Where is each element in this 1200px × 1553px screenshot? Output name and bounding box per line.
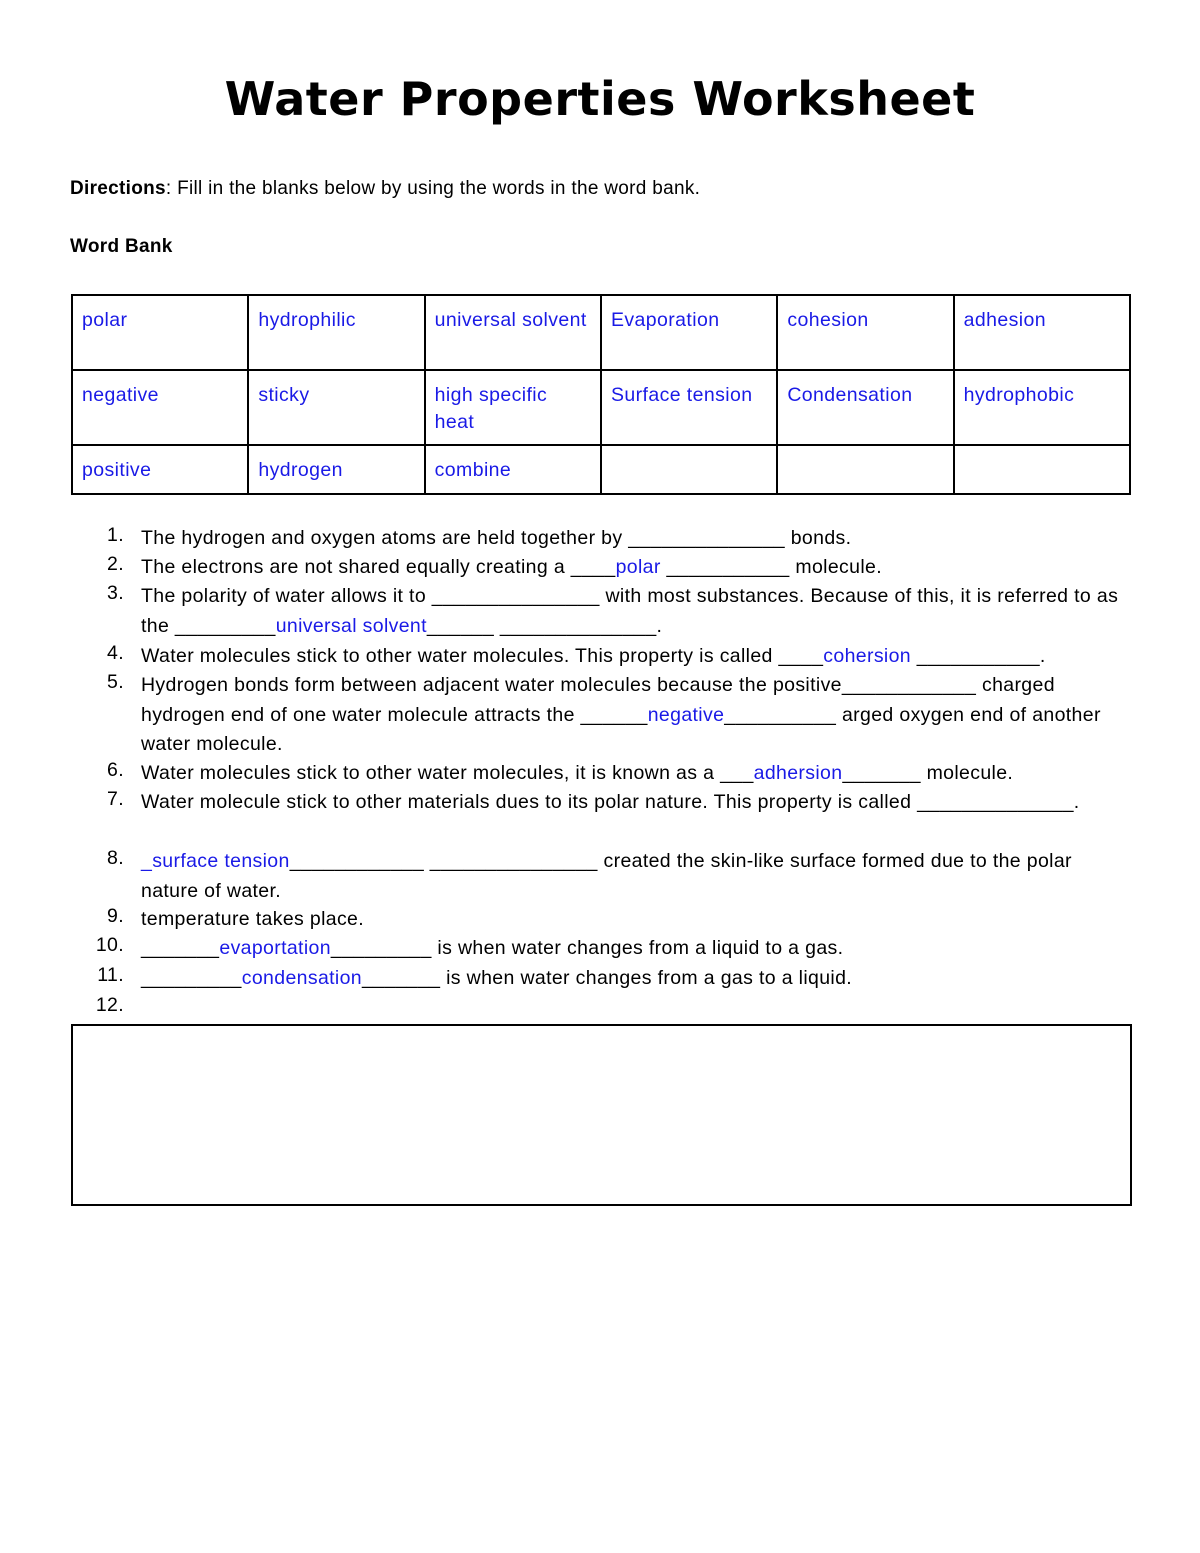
word-bank-cell: Condensation [777,370,953,445]
question-text: _________condensation_______ is when water changes from a gas to a liquid. [141,967,853,989]
question-text: _surface tension____________ _______________ created the skin-like surface formed due to the polar nature of water. [141,850,1072,902]
question-number: 1. [107,524,124,546]
question-number: 8. [107,847,124,869]
question-number: 9. [107,905,124,927]
question-text: The electrons are not shared equally creating a ____polar ___________ molecule. [141,556,882,578]
answer-text: adhersion [753,762,843,784]
word-bank-cell: combine [425,445,601,494]
word-bank-cell: Surface tension [601,370,777,445]
question-text: temperature takes place. [141,908,365,930]
word-bank-label: Word Bank [70,236,173,257]
word-bank-row [72,370,1130,445]
question-text: Water molecules stick to other water molecules, it is known as a ___adhersion_______ molecule. [141,762,1014,784]
question-text: Water molecule stick to other materials dues to its polar nature. This property is called ______________. [141,791,1080,813]
answer-text: _surface tension [141,850,290,872]
word-bank-cell: positive [72,445,248,494]
word-bank-cell: negative [72,370,248,445]
question-number: 11. [97,964,124,986]
word-bank-cell: hydrophobic [954,370,1130,445]
question-number: 3. [107,582,124,604]
word-bank-cell: polar [72,295,248,370]
page-title: Water Properties Worksheet [224,72,976,126]
question-number: 2. [107,553,124,575]
word-bank-cell [777,445,953,494]
answer-box[interactable] [71,1024,1132,1206]
word-bank-row [72,445,1130,494]
answer-text: polar [615,556,661,578]
question-text: Hydrogen bonds form between adjacent water molecules because the positive____________ charged hydrogen end of one water molecule attracts the ______negative__________ arged oxygen end of another water molecule. [141,674,1101,755]
question-number: 10. [95,934,124,956]
word-bank-cell: high specific heat [425,370,601,445]
word-bank-cell: cohesion [777,295,953,370]
word-bank-cell: sticky [248,370,424,445]
question-text: Water molecules stick to other water molecules. This property is called ____cohersion ___________. [141,645,1046,667]
question-number: 4. [107,642,124,664]
word-bank-cell: Evaporation [601,295,777,370]
word-bank-cell: universal solvent [425,295,601,370]
answer-text: evaportation [219,937,331,959]
word-bank-cell: hydrogen [248,445,424,494]
question-text: The polarity of water allows it to _______________ with most substances. Because of this, it is referred to as the _________universal solvent______ ______________. [141,585,1119,637]
question-number: 5. [107,671,124,693]
answer-text: condensation [241,967,362,989]
directions [70,178,700,200]
word-bank-row [72,295,1130,370]
answer-text: negative [647,703,725,726]
word-bank-cell [954,445,1130,494]
word-bank-cell: adhesion [954,295,1130,370]
directions-label: Directions [70,178,166,199]
word-bank-cell [601,445,777,494]
question-number: 7. [107,788,124,810]
word-bank-table [71,294,1131,495]
question-text: _______evaportation_________ is when water changes from a liquid to a gas. [141,937,844,959]
answer-text: universal solvent [275,614,427,637]
question-number: 6. [107,759,124,781]
answer-text: cohersion [823,645,911,667]
directions-text: : Fill in the blanks below by using the words in the word bank. [165,178,701,199]
question-text: The hydrogen and oxygen atoms are held together by ______________ bonds. [141,527,852,549]
word-bank-cell: hydrophilic [248,295,424,370]
question-number: 12. [95,994,124,1016]
